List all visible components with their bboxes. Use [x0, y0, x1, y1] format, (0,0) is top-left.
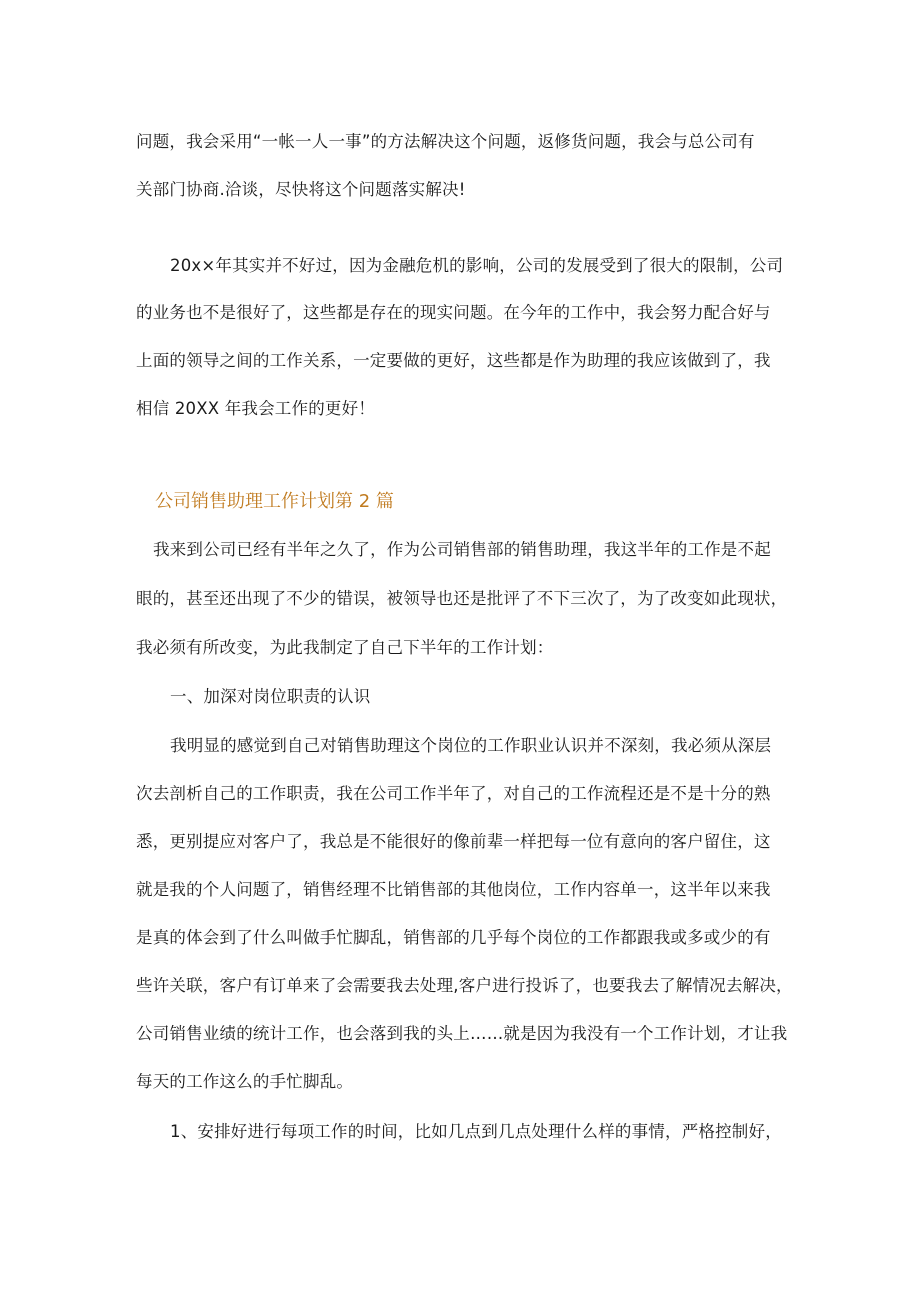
section-heading: 公司销售助理工作计划第 2 篇 [155, 491, 394, 512]
paragraph-1-line-1: 问题，我会采用“一帐一人一事”的方法解决这个问题，返修货问题，我会与总公司有 [136, 132, 755, 151]
paragraph-4-line-5: 是真的体会到了什么叫做手忙脚乱，销售部的几乎每个岗位的工作都跟我或多或少的有 [136, 928, 771, 947]
paragraph-2-line-2: 的业务也不是很好了，这些都是存在的现实问题。在今年的工作中，我会努力配合好与 [136, 303, 771, 322]
paragraph-4-line-6: 些许关联，客户有订单来了会需要我去处理,客户进行投诉了，也要我去了解情况去解决， [136, 976, 793, 995]
paragraph-4-line-2: 次去剖析自己的工作职责，我在公司工作半年了，对自己的工作流程还是不是十分的熟 [136, 784, 771, 803]
paragraph-4-line-1: 我明显的感觉到自己对销售助理这个岗位的工作职业认识并不深刻，我必须从深层 [170, 736, 772, 755]
subheading-1: 一、加深对岗位职责的认识 [170, 687, 371, 706]
paragraph-2-line-4: 相信 20XX 年我会工作的更好！ [136, 399, 375, 418]
list-item-1: 1、安排好进行每项工作的时间，比如几点到几点处理什么样的事情，严格控制好， [170, 1122, 782, 1141]
paragraph-3-line-3: 我必须有所改变，为此我制定了自己下半年的工作计划： [136, 638, 554, 657]
paragraph-4-line-8: 每天的工作这么的手忙脚乱。 [136, 1072, 354, 1091]
paragraph-3-line-1: 我来到公司已经有半年之久了，作为公司销售部的销售助理，我这半年的工作是不起 [153, 540, 771, 559]
paragraph-4-line-7: 公司销售业绩的统计工作，也会落到我的头上……就是因为我没有一个工作计划，才让我 [136, 1024, 788, 1043]
paragraph-1-line-2: 关部门协商.洽谈，尽快将这个问题落实解决! [136, 180, 466, 199]
paragraph-4-line-3: 悉，更别提应对客户了，我总是不能很好的像前辈一样把每一位有意向的客户留住，这 [136, 832, 771, 851]
paragraph-2-line-1: 20x×年其实并不好过，因为金融危机的影响，公司的发展受到了很大的限制，公司 [170, 256, 784, 275]
paragraph-4-line-4: 就是我的个人问题了，销售经理不比销售部的其他岗位，工作内容单一，这半年以来我 [136, 880, 771, 899]
paragraph-2-line-3: 上面的领导之间的工作关系，一定要做的更好，这些都是作为助理的我应该做到了，我 [136, 351, 771, 370]
paragraph-3-line-2: 眼的，甚至还出现了不少的错误，被领导也还是批评了不下三次了，为了改变如此现状， [136, 589, 788, 608]
